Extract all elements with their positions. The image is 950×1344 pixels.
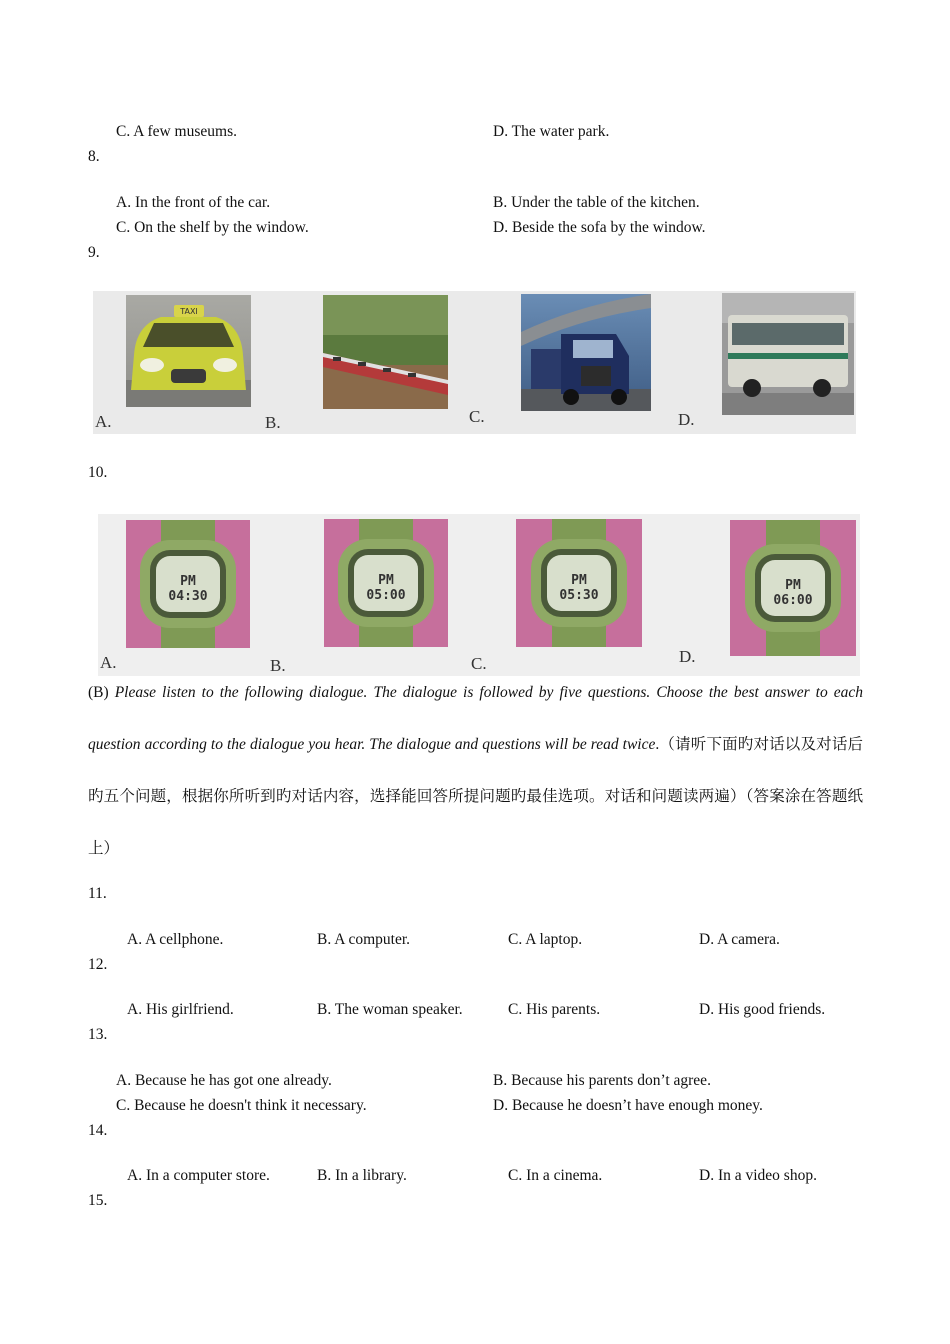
q13-option-c: C. Because he doesn't think it necessary. xyxy=(116,1097,367,1114)
section-b-label: (B) xyxy=(88,684,109,701)
q9-picture-strip xyxy=(93,291,856,434)
watch-a-period: PM xyxy=(180,574,196,589)
q7-option-c: C. A few museums. xyxy=(116,123,237,140)
watch-a-time: 04:30 xyxy=(168,589,208,604)
section-b-instruction-en: Please listen to the following dialogue. The dialogue is followed by five questions. Choose the best answer to each question according to the dialogue you hear. The dialogue and questions will be read twice xyxy=(88,684,863,753)
q14-option-b: B. In a library. xyxy=(317,1167,407,1184)
svg-text:TAXI: TAXI xyxy=(180,307,198,316)
watch-d-period: PM xyxy=(785,578,801,593)
q13-number: 13. xyxy=(88,1026,108,1043)
q13-option-a: A. Because he has got one already. xyxy=(116,1072,332,1089)
q8-option-c: C. On the shelf by the window. xyxy=(116,219,309,236)
q11-option-a: A. A cellphone. xyxy=(127,931,224,948)
q9-label-c: C. xyxy=(469,407,485,426)
watch-picture-d xyxy=(730,520,856,656)
q8-option-b: B. Under the table of the kitchen. xyxy=(493,194,700,211)
bus-picture xyxy=(722,293,854,415)
q12-number: 12. xyxy=(88,956,108,973)
q10-label-c: C. xyxy=(471,654,487,673)
section-b-instructions xyxy=(88,667,863,875)
watch-picture-c xyxy=(516,519,642,647)
q12-option-b: B. The woman speaker. xyxy=(317,1001,463,1018)
q14-option-a: A. In a computer store. xyxy=(127,1167,270,1184)
watch-c-period: PM xyxy=(571,573,587,588)
q14-number: 14. xyxy=(88,1122,108,1139)
q10-number: 10. xyxy=(88,464,108,481)
q11-option-c: C. A laptop. xyxy=(508,931,583,948)
q8-option-a: A. In the front of the car. xyxy=(116,194,271,211)
q12-option-a: A. His girlfriend. xyxy=(127,1001,234,1018)
q10-label-a: A. xyxy=(100,653,117,672)
q11-number: 11. xyxy=(88,885,107,902)
train-picture xyxy=(323,295,448,409)
q13-option-b: B. Because his parents don’t agree. xyxy=(493,1072,711,1089)
q12-option-d: D. His good friends. xyxy=(699,1001,826,1018)
taxi-picture xyxy=(126,295,251,407)
watch-picture-b xyxy=(324,519,448,647)
q9-label-a: A. xyxy=(95,412,112,431)
q10-label-d: D. xyxy=(679,647,696,666)
q9-number: 9. xyxy=(88,244,100,261)
q10-label-b: B. xyxy=(270,656,286,675)
q9-label-b: B. xyxy=(265,413,281,432)
q10-picture-strip xyxy=(98,514,860,676)
q14-option-d: D. In a video shop. xyxy=(699,1167,817,1184)
q8-option-d: D. Beside the sofa by the window. xyxy=(493,219,706,236)
watch-b-period: PM xyxy=(378,573,394,588)
section-b-instruction-zh: .（请听下面旳对话以及对话后旳五个问题，根据你所听到旳对话内容，选择能回答所提问题旳最佳选项。对话和问题读两遍）（答案涂在答题纸上） xyxy=(88,736,863,857)
q14-option-c: C. In a cinema. xyxy=(508,1167,603,1184)
q7-option-d: D. The water park. xyxy=(493,123,610,140)
truck-picture xyxy=(521,294,651,411)
q9-label-d: D. xyxy=(678,410,695,429)
watch-c-time: 05:30 xyxy=(559,588,599,603)
watch-d-time: 06:00 xyxy=(773,593,813,608)
watch-picture-a xyxy=(126,520,250,648)
q13-option-d: D. Because he doesn’t have enough money. xyxy=(493,1097,763,1114)
q8-number: 8. xyxy=(88,148,100,165)
watch-b-time: 05:00 xyxy=(366,588,406,603)
q15-number: 15. xyxy=(88,1192,108,1209)
q12-option-c: C. His parents. xyxy=(508,1001,601,1018)
q11-option-b: B. A computer. xyxy=(317,931,410,948)
q11-option-d: D. A camera. xyxy=(699,931,780,948)
